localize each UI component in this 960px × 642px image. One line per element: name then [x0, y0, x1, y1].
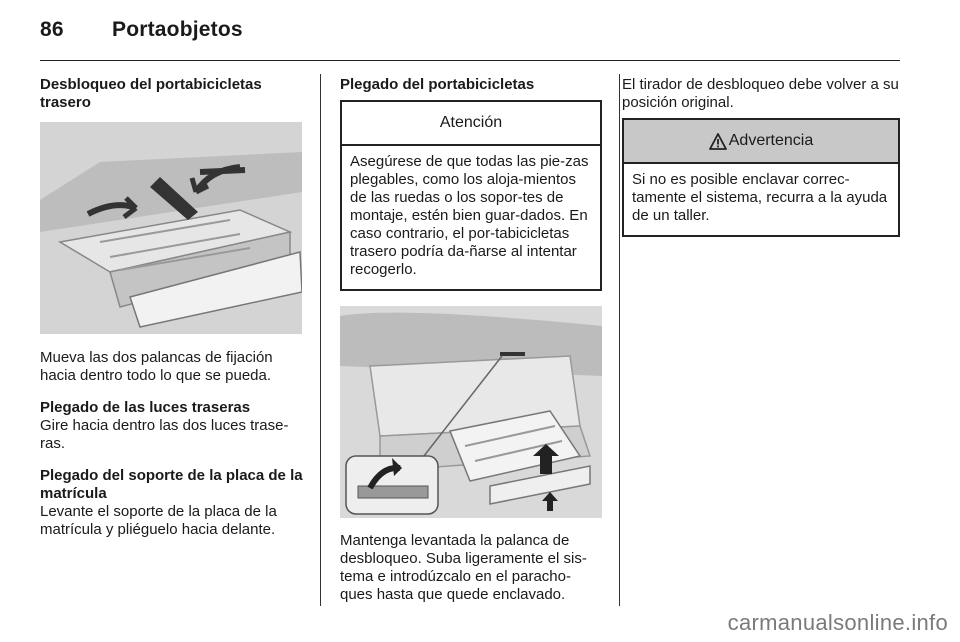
warning-text: Si no es posible enclavar correc-tamente el sistema, recurra a la ayuda de un taller.	[632, 171, 888, 224]
warning-header	[624, 120, 898, 164]
paragraph-fold-license-plate: Levante el soporte de la placa de la matrícula y pliéguelo hacia delante.	[40, 503, 277, 538]
page-number: 86	[40, 18, 64, 41]
attention-box	[340, 100, 602, 291]
attention-title: Atención	[342, 102, 600, 146]
heading-fold-tail-lights: Plegado de las luces traseras	[40, 399, 251, 416]
warning-triangle-icon	[709, 133, 727, 150]
column-2	[340, 76, 602, 604]
warning-box	[622, 118, 900, 237]
heading-unlock-bike-carrier: Desbloqueo del portabicicletas trasero	[40, 76, 262, 111]
paragraph-fold-tail-lights: Gire hacia dentro las dos luces trase-ras.	[40, 417, 289, 452]
illustration-unlock-levers	[40, 122, 302, 334]
paragraph-return-handle: El tirador de desbloqueo debe volver a su posición original.	[622, 76, 899, 111]
heading-fold-bike-carrier: Plegado del portabicicletas	[340, 76, 535, 93]
paragraph-hold-release-lever: Mantenga levantada la palanca de desbloqueo. Suba ligeramente el sis-tema e introdúzcalo en el paracho-ques hasta que quede enclavado.	[340, 532, 587, 603]
column-1	[40, 76, 306, 539]
watermark: carmanualsonline.info	[727, 610, 948, 635]
illustration-unlock-levers-drawing	[40, 122, 302, 334]
column-3	[622, 76, 904, 237]
attention-text: Asegúrese de que todas las pie-zas plegables, como los aloja-mientos de las ruedas o los sopor-tes de montaje, estén bien guar-dados. En caso contrario, el por-tabicicletas trasero podría da-ñarse al intentar recogerlo.	[350, 153, 589, 278]
column-divider-2	[619, 74, 620, 606]
page-title: Portaobjetos	[112, 18, 243, 41]
paragraph-move-levers: Mueva las dos palancas de fijación hacia dentro todo lo que se pueda.	[40, 349, 273, 384]
heading-fold-license-plate: Plegado del soporte de la placa de la matrícula	[40, 467, 303, 502]
illustration-fold-carrier-drawing	[340, 306, 602, 518]
column-divider-1	[320, 74, 321, 606]
header-rule	[40, 60, 900, 61]
page-header	[40, 18, 243, 42]
illustration-fold-carrier	[340, 306, 602, 518]
warning-title: Advertencia	[728, 132, 814, 149]
